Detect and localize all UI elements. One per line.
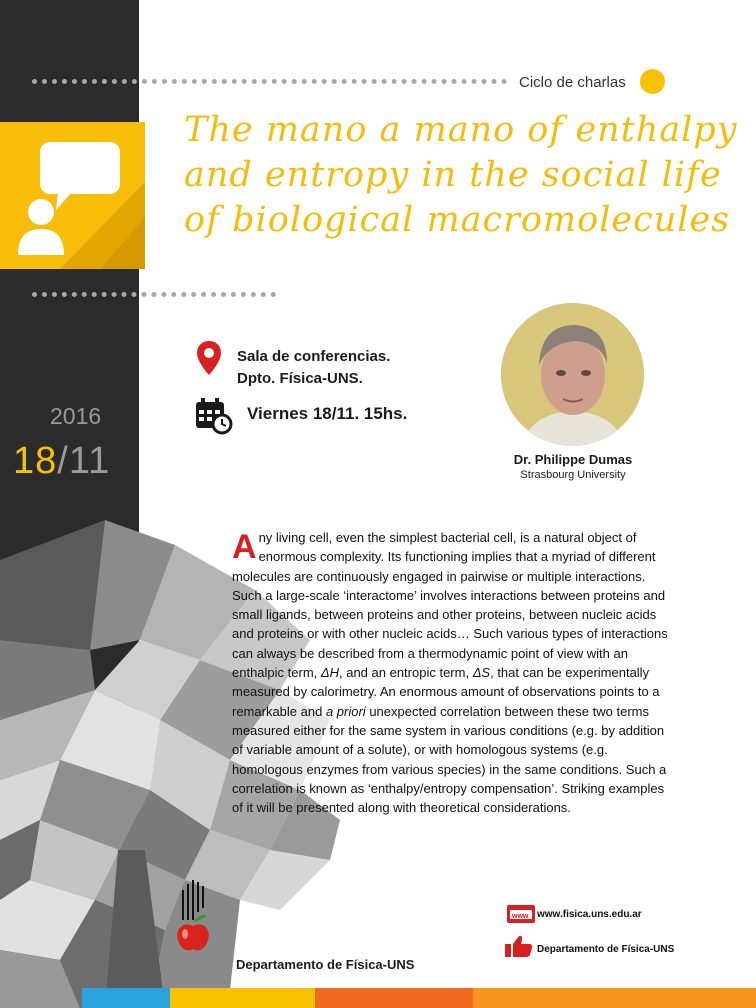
location-pin-icon [196, 340, 222, 376]
talk-icon-box [0, 122, 145, 269]
abstract-part-4: unexpected correlation between these two terms measured either for the same system in various conditions (e.g. by addition of variable amount of a solute), or with homologous systems (e.g. homologous enzymes from various species) in the same conditions. Such a correlation is known as ‘enthalpy/entropy compensation’. Striking examples of it will be presented along with theoretical considerations. [232, 703, 667, 816]
abstract-a-priori: a priori [325, 703, 366, 719]
facebook-like-icon [505, 934, 533, 958]
bottom-bar-blue [82, 988, 170, 1008]
svg-text:www: www [512, 913, 529, 920]
abstract-part-3: , that can be experimentally measured by calorimetry. An enormous amount of observations points to a remarkable and [232, 665, 660, 719]
abstract-part-1: ny living cell, even the simplest bacterial cell, is a natural object of enormous complexity. Its functioning implies that a myriad of different molecules are continuously engaged in pairwise or multiple interactions. Such a large-scale ‘interactome’ involves interactions between proteins and small ligands, between proteins and other proteins, between nucleic acids and proteins or with other nucleic acids… Such various types of interactions can always be described from a thermodynamic point of view with an enthalpic term, [232, 530, 668, 681]
talk-title: The mano a mano of enthalpy and entropy in the social life of biological macromolecules [184, 110, 738, 240]
department-footer: Departamento de Física-UNS [236, 957, 415, 972]
series-label: Ciclo de charlas [519, 74, 626, 91]
date-separator: / [57, 440, 69, 482]
www-icon [507, 905, 535, 925]
schedule: Viernes 18/11. 15hs. [247, 404, 408, 423]
bottom-bar-yellow [170, 988, 315, 1008]
bottom-bar-orange [315, 988, 473, 1008]
venue-line-1: Sala de conferencias. [237, 348, 391, 365]
speaker-photo [501, 303, 644, 446]
website-link[interactable]: www.fisica.uns.edu.ar [537, 909, 642, 920]
bottom-bar-orange-2 [473, 988, 756, 1008]
speaker-talk-icon [0, 122, 145, 269]
abstract-part-2: , and an entropic term, [339, 665, 473, 681]
series-dot [640, 69, 665, 94]
year-label: 2016 [50, 403, 102, 429]
uns-apple-logo-icon [175, 880, 211, 952]
day-month [13, 440, 110, 483]
month-number: 11 [68, 440, 111, 482]
speaker-name: Dr. Philippe Dumas [513, 452, 633, 467]
venue-line-2: Dpto. Física-UNS. [237, 370, 363, 387]
facebook-link[interactable]: Departamento de Física-UNS [537, 944, 675, 955]
abstract-delta-h: ΔH [320, 665, 339, 681]
bottom-dotted-line [32, 292, 276, 297]
day-number: 18 [13, 440, 58, 482]
abstract-text [232, 528, 677, 817]
top-dotted-line [32, 79, 507, 84]
drop-cap: A [232, 528, 257, 566]
venue [237, 346, 390, 390]
abstract-delta-s: ΔS [472, 665, 491, 681]
speaker-affiliation: Strasbourg University [520, 469, 626, 481]
speaker-portrait [501, 303, 644, 446]
calendar-clock-icon [195, 398, 235, 436]
